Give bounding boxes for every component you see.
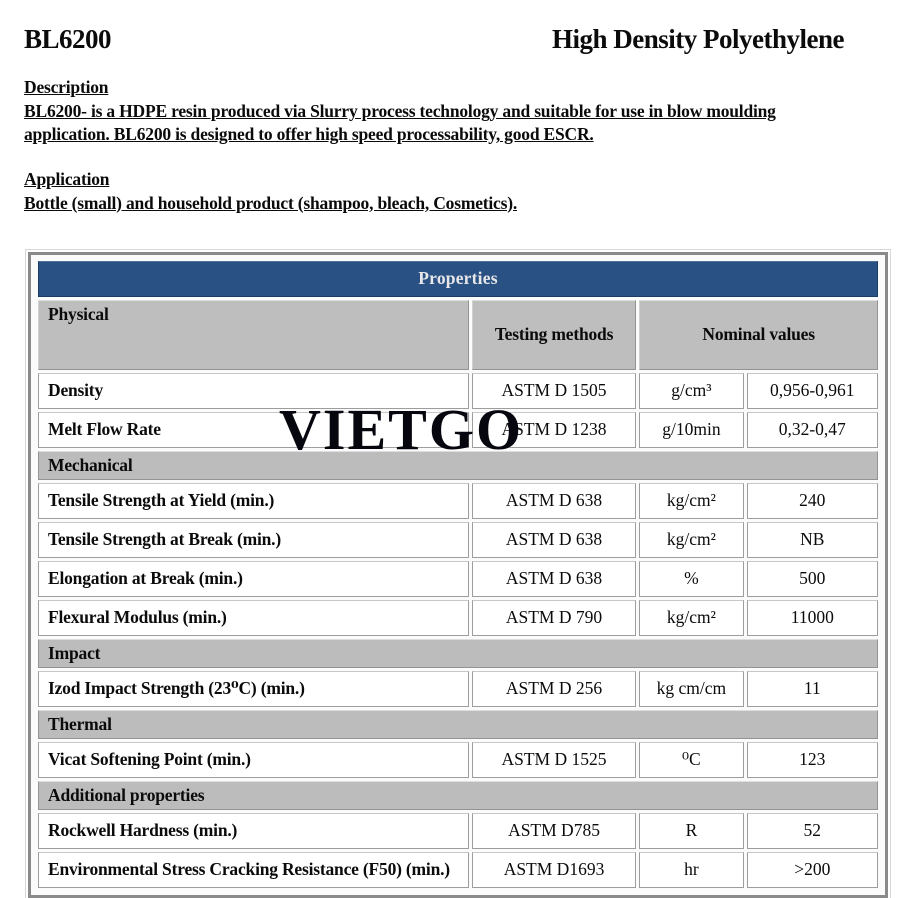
method-cell: ASTM D 256 <box>472 671 637 707</box>
column-header-nominal-values: Nominal values <box>639 300 878 370</box>
properties-table <box>35 258 881 891</box>
section-row <box>38 639 878 668</box>
material-name: High Density Polyethylene <box>552 24 844 54</box>
table-row <box>38 742 878 778</box>
property-cell: Izod Impact Strength (23⁰C) (min.) <box>38 671 469 707</box>
application-heading: Application <box>24 168 110 189</box>
properties-table-head <box>38 261 878 370</box>
method-cell: ASTM D785 <box>472 813 637 849</box>
method-cell: ASTM D 638 <box>472 561 637 597</box>
unit-cell: % <box>639 561 743 597</box>
column-header-physical: Physical <box>38 300 469 370</box>
table-row <box>38 852 878 888</box>
doc-header <box>24 24 844 55</box>
value-cell: 0,956-0,961 <box>747 373 878 409</box>
unit-cell: ⁰C <box>639 742 743 778</box>
value-cell: 500 <box>747 561 878 597</box>
application-text: Bottle (small) and household product (shampoo, bleach, Cosmetics). <box>24 192 518 213</box>
section-row <box>38 781 878 810</box>
property-cell: Vicat Softening Point (min.) <box>38 742 469 778</box>
property-cell: Melt Flow Rate <box>38 412 469 448</box>
method-cell: ASTM D 638 <box>472 483 637 519</box>
description-block <box>24 77 846 147</box>
method-cell: ASTM D 1505 <box>472 373 637 409</box>
unit-cell: R <box>639 813 743 849</box>
column-header-testing-methods: Testing methods <box>472 300 637 370</box>
value-cell: 52 <box>747 813 878 849</box>
unit-cell: g/10min <box>639 412 743 448</box>
value-cell: NB <box>747 522 878 558</box>
section-label: Thermal <box>38 710 878 739</box>
value-cell: 0,32-0,47 <box>747 412 878 448</box>
property-cell: Rockwell Hardness (min.) <box>38 813 469 849</box>
property-cell: Tensile Strength at Break (min.) <box>38 522 469 558</box>
value-cell: 240 <box>747 483 878 519</box>
column-header-row <box>38 300 878 370</box>
value-cell: 11 <box>747 671 878 707</box>
method-cell: ASTM D1693 <box>472 852 637 888</box>
method-cell: ASTM D 1525 <box>472 742 637 778</box>
unit-cell: g/cm³ <box>639 373 743 409</box>
value-cell: 11000 <box>747 600 878 636</box>
unit-cell: kg/cm² <box>639 522 743 558</box>
method-cell: ASTM D 638 <box>472 522 637 558</box>
unit-cell: kg cm/cm <box>639 671 743 707</box>
value-cell: >200 <box>747 852 878 888</box>
property-cell: Elongation at Break (min.) <box>38 561 469 597</box>
property-cell: Environmental Stress Cracking Resistance (F50) (min.) <box>38 852 469 888</box>
table-title: Properties <box>38 261 878 297</box>
table-row <box>38 671 878 707</box>
unit-cell: kg/cm² <box>639 600 743 636</box>
section-label: Mechanical <box>38 451 878 480</box>
product-code: BL6200 <box>24 24 112 54</box>
description-heading: Description <box>24 77 109 97</box>
unit-cell: hr <box>639 852 743 888</box>
property-cell: Flexural Modulus (min.) <box>38 600 469 636</box>
description-text: BL6200- is a HDPE resin produced via Slurry process technology and suitable for use in blow moulding application. BL6200 is designed to offer high speed processability, good ESCR. <box>24 101 776 145</box>
section-row <box>38 710 878 739</box>
property-cell: Density <box>38 373 469 409</box>
application-block <box>24 169 846 215</box>
table-title-row <box>38 261 878 297</box>
table-row <box>38 600 878 636</box>
vietgo-watermark: VIETGO <box>279 397 524 462</box>
table-row <box>38 483 878 519</box>
method-cell: ASTM D 1238 <box>472 412 637 448</box>
table-row <box>38 522 878 558</box>
section-label: Additional properties <box>38 781 878 810</box>
property-cell: Tensile Strength at Yield (min.) <box>38 483 469 519</box>
table-row <box>38 561 878 597</box>
section-label: Impact <box>38 639 878 668</box>
unit-cell: kg/cm² <box>639 483 743 519</box>
properties-table-container <box>28 252 888 898</box>
table-row <box>38 813 878 849</box>
value-cell: 123 <box>747 742 878 778</box>
method-cell: ASTM D 790 <box>472 600 637 636</box>
